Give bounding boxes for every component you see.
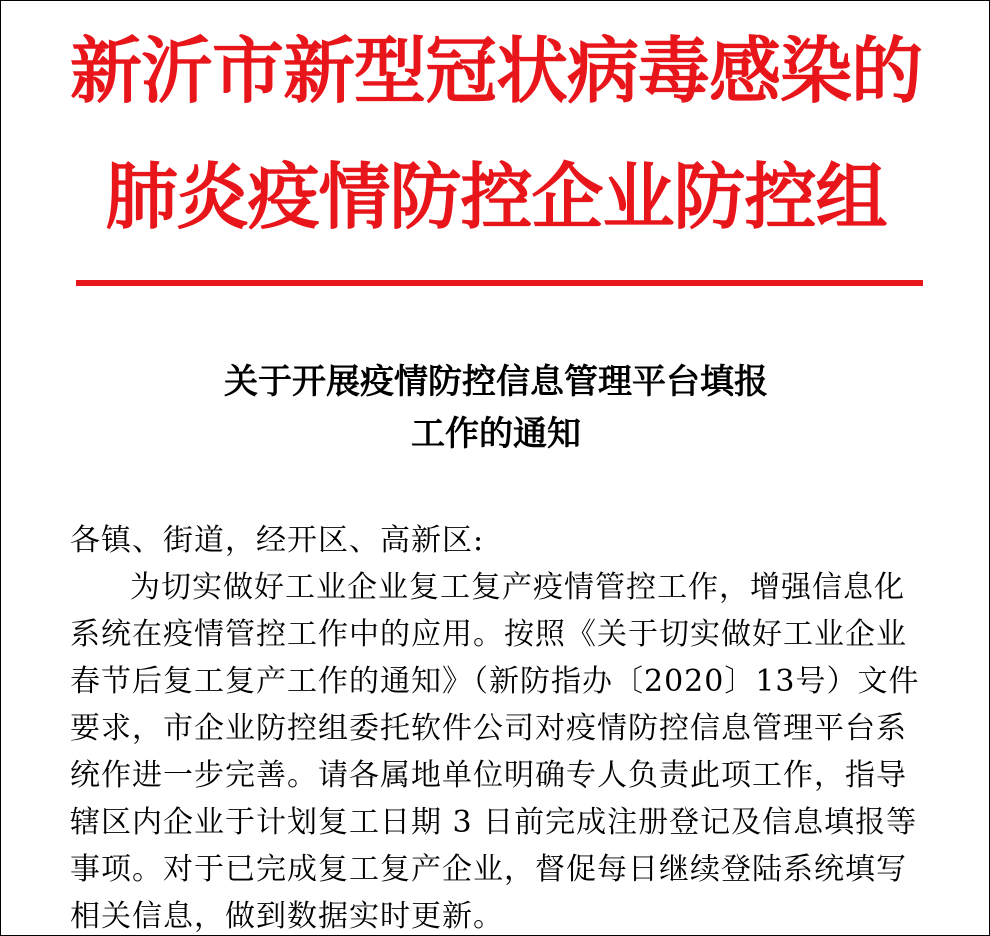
masthead-line-2: 肺炎疫情防控企业防控组 <box>105 154 887 239</box>
document-title-line-1: 关于开展疫情防控信息管理平台填报 <box>224 362 768 402</box>
masthead-line-1: 新沂市新型冠状病毒感染的 <box>69 28 922 113</box>
body-line: 春节后复工复产工作的通知》（新防指办〔2020〕13号）文件 <box>70 664 920 699</box>
body-line: 要求，市企业防控组委托软件公司对疫情防控信息管理平台系 <box>70 711 907 746</box>
document-title-line-2: 工作的通知 <box>411 414 581 454</box>
body-line: 系统在疫情管控工作中的应用。按照《关于切实做好工业企业 <box>70 617 907 652</box>
body-line: 事项。对于已完成复工复产企业，督促每日继续登陆系统填写 <box>70 852 907 887</box>
red-divider-rule <box>76 280 923 286</box>
body-line: 相关信息，做到数据实时更新。 <box>70 899 504 934</box>
body-line: 辖区内企业于计划复工日期 3 日前完成注册登记及信息填报等 <box>70 805 918 840</box>
body-line: 统作进一步完善。请各属地单位明确专人负责此项工作，指导 <box>70 758 907 793</box>
salutation: 各镇、街道，经开区、高新区: <box>70 523 485 558</box>
body-line: 为切实做好工业企业复工复产疫情管控工作，增强信息化 <box>130 570 905 605</box>
